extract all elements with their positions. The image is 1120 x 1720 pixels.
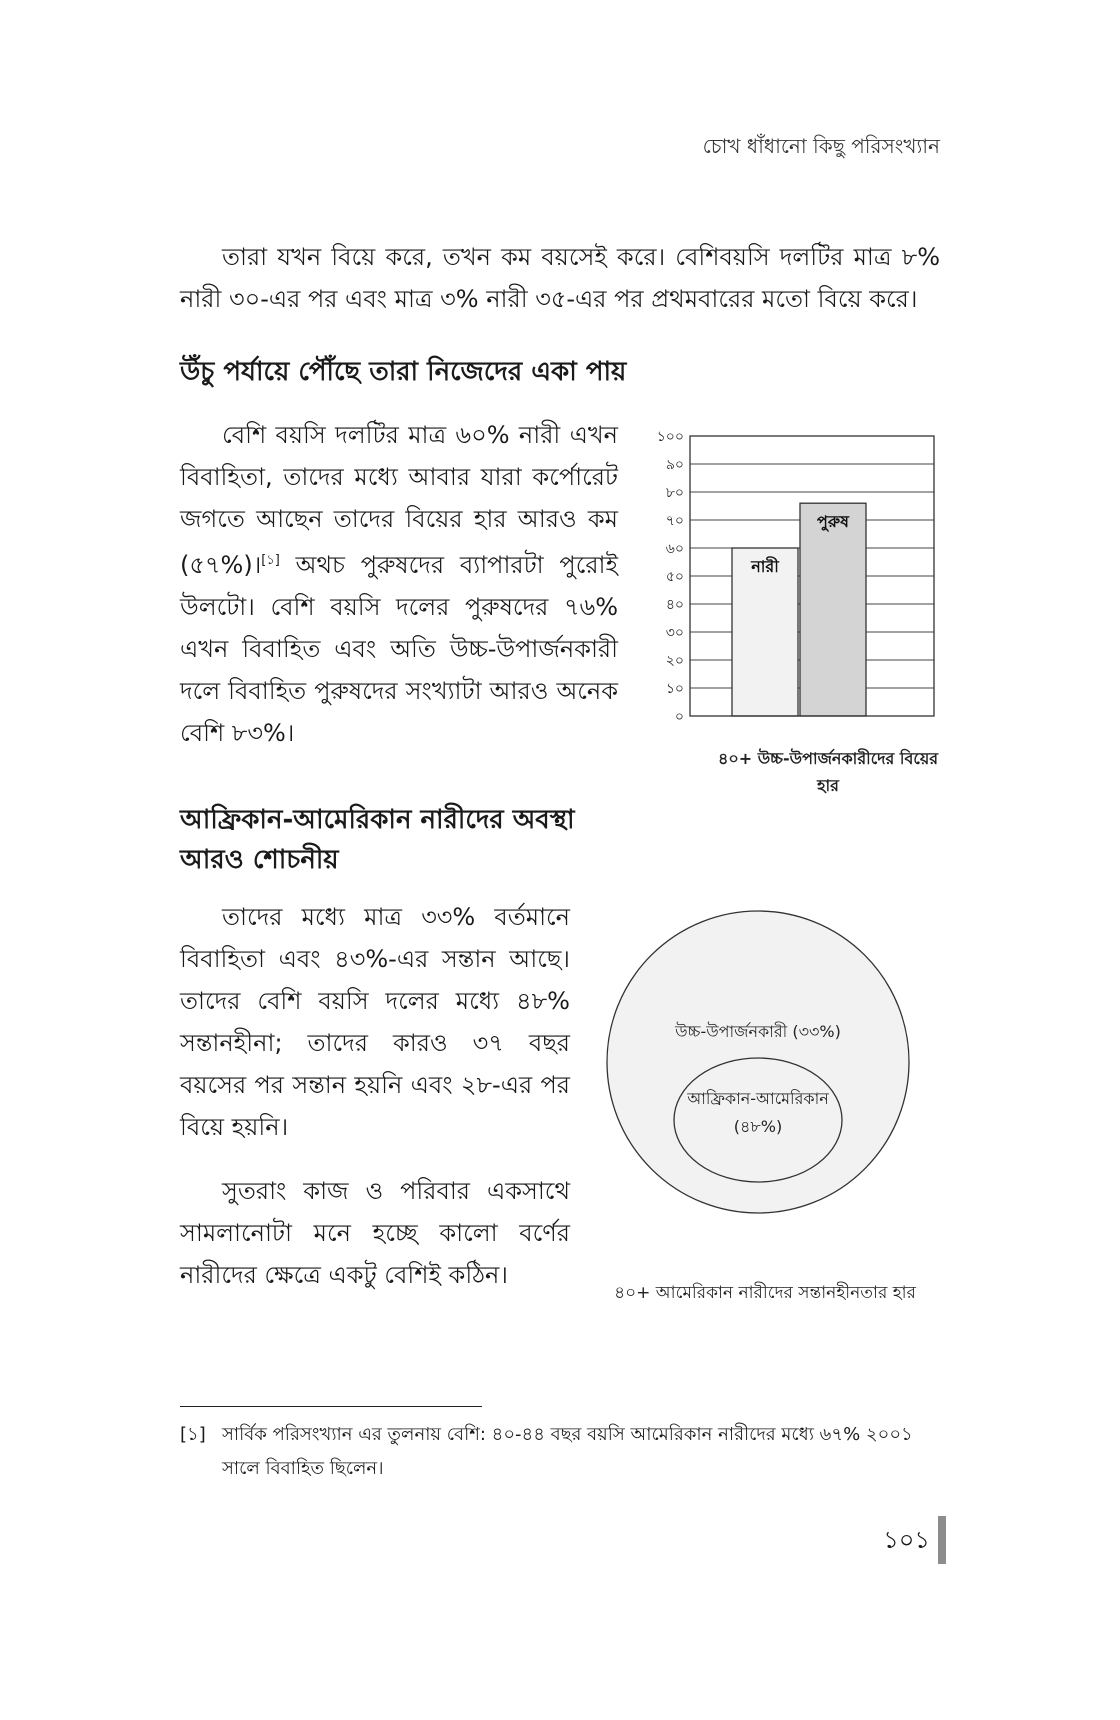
marriage-rate-chart: [640, 420, 940, 795]
footnote: [180, 1418, 930, 1486]
y-tick-label: ৩০: [665, 625, 684, 641]
section2-paragraph-1: তাদের মধ্যে মাত্র ৩৩% বর্তমানে বিবাহিতা এবং ৪৩%-এর সন্তান আছে। তাদের বেশি বয়সি দলের মধ্যে ৪৮% সন্তানহীনা; তাদের কারও ৩৭ বছর বয়সের পর সন্তান হয়নি এবং ২৮-এর পর বিয়ে হয়নি।: [180, 903, 570, 1141]
y-tick-label: ৫০: [665, 569, 684, 585]
chart-caption: ৪০+ উচ্চ-উপার্জনকারীদের বিয়ের হার: [717, 749, 939, 795]
bar-chart-svg: [640, 420, 940, 740]
footnote-rule: [180, 1406, 482, 1407]
y-tick-label: ০: [674, 709, 684, 725]
bar: [800, 503, 866, 716]
footnote-text: সার্বিক পরিসংখ্যান এর তুলনায় বেশি: ৪০-৪৪ বছর বয়সি আমেরিকান নারীদের মধ্যে ৬৭% ২০০১ সালে বিবাহিত ছিলেন।: [222, 1424, 913, 1479]
venn-caption: ৪০+ আমেরিকান নারীদের সন্তানহীনতার হার: [614, 1283, 916, 1303]
section2-paragraph-2: সুতরাং কাজ ও পরিবার একসাথে সামলানোটা মনে হচ্ছে কালো বর্ণের নারীদের ক্ষেত্রে একটু বেশিই কঠিন।: [180, 1177, 570, 1289]
venn-inner-label-1: আফ্রিকান-আমেরিকান: [687, 1089, 829, 1108]
chart-bars: [732, 503, 866, 716]
y-tick-label: ৪০: [665, 597, 684, 613]
y-tick-label: ২০: [665, 653, 684, 669]
running-header: চোখ ধাঁধানো কিছু পরিসংখ্যান: [702, 134, 940, 158]
y-tick-label: ১০০: [656, 429, 684, 445]
section-heading-2: [180, 800, 620, 880]
y-tick-label: ৯০: [665, 457, 684, 473]
bar-label: পুরুষ: [817, 512, 849, 532]
section1-text-b: অথচ পুরুষদের ব্যাপারটা পুরোই উলটো। বেশি বয়সি দলের পুরুষদের ৭৬% এখন বিবাহিত এবং অতি উচ্চ-উপার্জনকারী দলে বিবাহিত পুরুষদের সংখ্যাটা আরও অনেক বেশি ৮৩%।: [180, 551, 618, 747]
bar-label: নারী: [751, 557, 779, 576]
chart-y-ticks: [657, 429, 684, 725]
section-heading-1: উঁচু পর্যায়ে পৌঁছে তারা নিজেদের একা পায়: [180, 357, 627, 387]
y-tick-label: ১০: [665, 681, 684, 697]
childlessness-venn-diagram: [604, 908, 912, 1216]
intro-paragraph: তারা যখন বিয়ে করে, তখন কম বয়সেই করে। বেশিবয়সি দলটির মাত্র ৮% নারী ৩০-এর পর এবং মাত্র ৩% নারী ৩৫-এর পর প্রথমবারের মতো বিয়ে করে।: [180, 243, 940, 313]
section-heading-2-line2: আরও শোচনীয়: [180, 845, 339, 875]
section1-text-a: বেশি বয়সি দলটির মাত্র ৬০% নারী এখন বিবাহিতা, তাদের মধ্যে আবার যারা কর্পোরেট জগতে আছেন তাদের বিয়ের হার আরও কম (৫৭%)।: [180, 421, 618, 579]
page-number: ১০১: [883, 1526, 930, 1554]
page-edge-marker: [938, 1516, 946, 1564]
footnote-reference: [১]: [261, 553, 280, 568]
venn-inner-label-2: (৪৮%): [733, 1117, 783, 1136]
y-tick-label: ৭০: [665, 513, 684, 529]
footnote-mark: [১]: [180, 1424, 206, 1445]
y-tick-label: ৬০: [665, 541, 684, 557]
section1-paragraph: [180, 414, 618, 754]
venn-outer-label: উচ্চ-উপার্জনকারী (৩৩%): [675, 1022, 841, 1041]
y-tick-label: ৮০: [665, 485, 684, 501]
section-heading-2-line1: আফ্রিকান-আমেরিকান নারীদের অবস্থা: [180, 805, 575, 835]
